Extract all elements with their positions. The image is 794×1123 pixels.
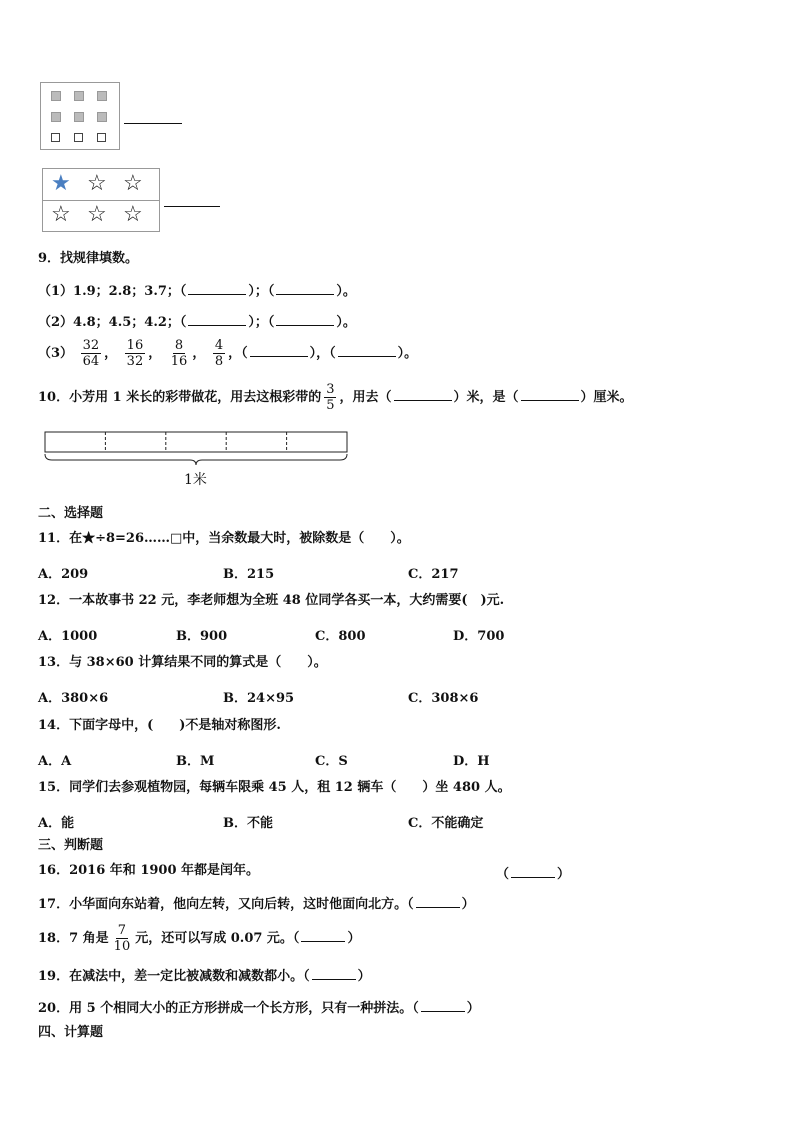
fraction: $\frac{7}{10}$ bbox=[113, 923, 131, 954]
q9-3-text: （3） bbox=[38, 346, 74, 361]
option-d[interactable]: D．H bbox=[453, 754, 490, 769]
question-15: 15．同学们去参观植物园，每辆车限乘 45 人，租 12 辆车（ ）坐 480 人。 bbox=[38, 780, 511, 795]
section-4-heading: 四、计算题 bbox=[38, 1025, 104, 1040]
fraction: $\frac{32}{64}$ bbox=[82, 338, 100, 369]
gray-square-icon bbox=[74, 91, 84, 101]
section-2-heading: 二、选择题 bbox=[38, 506, 104, 521]
section-3-heading: 三、判断题 bbox=[38, 838, 104, 853]
option-b[interactable]: B．215 bbox=[223, 567, 275, 582]
option-c[interactable]: C．308×6 bbox=[408, 691, 479, 706]
star-empty-icon: ☆ bbox=[87, 171, 107, 196]
q9-1-mid: ）；（ bbox=[248, 284, 275, 299]
answer-blank[interactable] bbox=[521, 388, 579, 401]
option-c[interactable]: C．217 bbox=[408, 567, 459, 582]
question-17: 17．小华面向东站着，他向左转，又向后转，这时他面向北方。（ ） bbox=[38, 897, 475, 912]
q9-2-mid: ）；（ bbox=[248, 315, 275, 330]
option-a[interactable]: A．209 bbox=[38, 567, 89, 582]
ribbon-figure bbox=[40, 430, 352, 466]
gray-square-icon bbox=[74, 112, 84, 122]
judge-answer-16[interactable]: （ ） bbox=[496, 867, 571, 882]
fraction: $\frac{16}{32}$ bbox=[126, 338, 144, 369]
ribbon-label: 1米 bbox=[184, 472, 207, 488]
answer-blank[interactable] bbox=[250, 344, 308, 357]
hollow-square-icon bbox=[97, 133, 106, 142]
gray-square-icon bbox=[51, 112, 61, 122]
gray-square-icon bbox=[97, 112, 107, 122]
answer-blank[interactable] bbox=[338, 344, 396, 357]
option-c[interactable]: C．不能确定 bbox=[408, 816, 484, 831]
answer-blank[interactable] bbox=[276, 282, 334, 295]
option-a[interactable]: A．1000 bbox=[38, 629, 98, 644]
question-9-2 bbox=[38, 313, 356, 331]
question-11: 11．在★÷8=26……□中，当余数最大时，被除数是（ ）。 bbox=[38, 531, 410, 546]
question-9-3: （3） $\frac{32}{64}$ ， $\frac{16}{32}$ ， $\frac{8}{16}$ ， $\frac{4}{8}$ ，（ ），（ ）。 bbox=[38, 338, 418, 369]
fraction: $\frac{4}{8}$ bbox=[214, 338, 224, 369]
hollow-square-icon bbox=[51, 133, 60, 142]
gray-square-icon bbox=[51, 91, 61, 101]
answer-blank[interactable] bbox=[188, 282, 246, 295]
question-12: 12．一本故事书 22 元，李老师想为全班 48 位同学各买一本，大约需要( )元. bbox=[38, 593, 505, 608]
answer-line[interactable] bbox=[164, 206, 220, 207]
option-c[interactable]: C．S bbox=[315, 754, 348, 769]
square-pattern-figure bbox=[40, 82, 120, 150]
hollow-square-icon bbox=[74, 133, 83, 142]
option-a[interactable]: A．能 bbox=[38, 816, 75, 831]
answer-blank[interactable] bbox=[312, 967, 356, 980]
option-b[interactable]: B．24×95 bbox=[223, 691, 295, 706]
answer-blank[interactable] bbox=[188, 313, 246, 326]
question-19: 19．在减法中，差一定比被减数和减数都小。（ ） bbox=[38, 969, 371, 984]
question-14: 14．下面字母中，( )不是轴对称图形. bbox=[38, 718, 281, 733]
question-20: 20．用 5 个相同大小的正方形拼成一个长方形，只有一种拼法。（ ） bbox=[38, 1001, 480, 1016]
gray-square-icon bbox=[97, 91, 107, 101]
question-13: 13．与 38×60 计算结果不同的算式是（ ）。 bbox=[38, 655, 327, 670]
star-filled-icon: ★ bbox=[51, 171, 71, 196]
option-b[interactable]: B．900 bbox=[176, 629, 228, 644]
q9-1-end: ）。 bbox=[336, 284, 356, 299]
star-empty-icon: ☆ bbox=[123, 171, 143, 196]
q9-2-end: ）。 bbox=[336, 315, 356, 330]
fraction: $\frac{3}{5}$ bbox=[326, 382, 335, 413]
answer-blank[interactable] bbox=[416, 895, 460, 908]
star-empty-icon: ☆ bbox=[51, 202, 71, 227]
answer-blank[interactable] bbox=[394, 388, 452, 401]
question-10: 10．小芳用 1 米长的彩带做花，用去这根彩带的 $\frac{3}{5}$ ，用去（ ）米，是（ ）厘米。 bbox=[38, 382, 633, 413]
option-d[interactable]: D．700 bbox=[453, 629, 505, 644]
q9-1-text: （1）1.9；2.8；3.7；（ bbox=[38, 284, 187, 299]
question-9-title: 9．找规律填数。 bbox=[38, 251, 139, 266]
option-b[interactable]: B．不能 bbox=[223, 816, 273, 831]
star-pattern-figure bbox=[42, 168, 160, 232]
q9-2-text: （2）4.8；4.5；4.2；（ bbox=[38, 315, 187, 330]
question-9-1 bbox=[38, 282, 356, 300]
star-empty-icon: ☆ bbox=[123, 202, 143, 227]
fraction: $\frac{8}{16}$ bbox=[170, 338, 188, 369]
option-b[interactable]: B．M bbox=[176, 754, 215, 769]
answer-blank[interactable] bbox=[421, 999, 465, 1012]
answer-blank[interactable] bbox=[301, 929, 345, 942]
answer-blank[interactable] bbox=[276, 313, 334, 326]
star-empty-icon: ☆ bbox=[87, 202, 107, 227]
q10-text: 10．小芳用 1 米长的彩带做花，用去这根彩带的 bbox=[38, 390, 322, 405]
option-c[interactable]: C．800 bbox=[315, 629, 366, 644]
option-a[interactable]: A．380×6 bbox=[38, 691, 109, 706]
question-16: 16．2016 年和 1900 年都是闰年。 bbox=[38, 863, 260, 878]
option-a[interactable]: A．A bbox=[38, 754, 72, 769]
answer-line[interactable] bbox=[124, 123, 182, 124]
question-18: 18．7 角是 $\frac{7}{10}$ 元，还可以写成 0.07 元。（ ） bbox=[38, 923, 361, 954]
